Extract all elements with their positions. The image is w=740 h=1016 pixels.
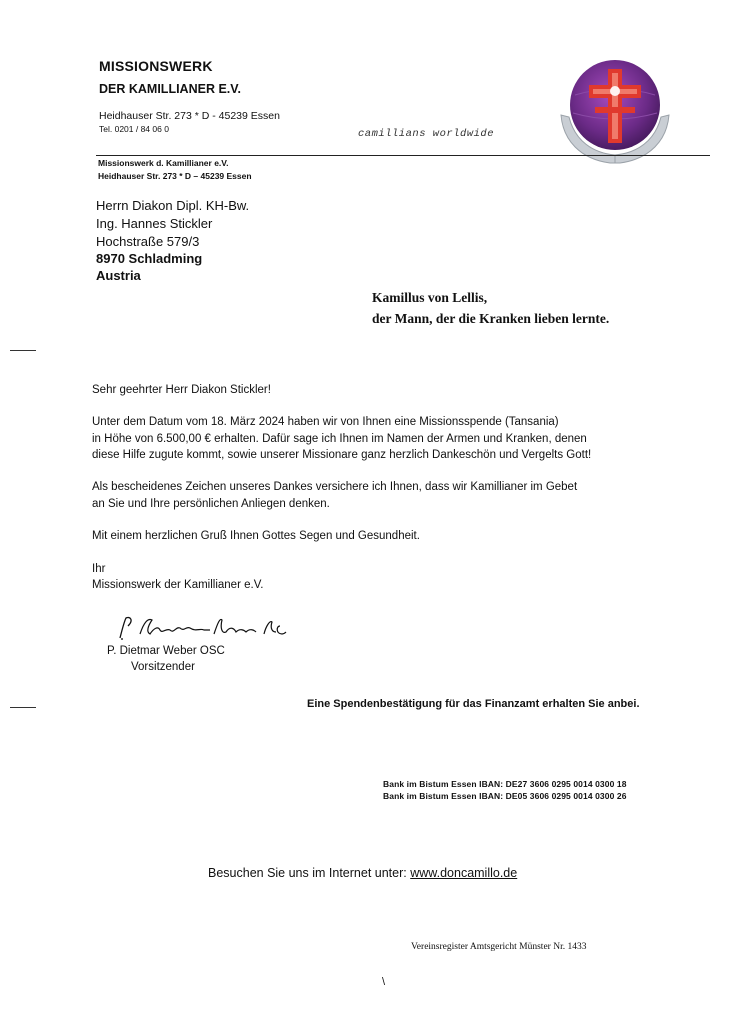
org-subtitle: DER KAMILLIANER E.V. [99,82,241,96]
closing-line: Ihr [92,563,106,575]
website-link[interactable]: www.doncamillo.de [410,866,518,880]
salutation: Sehr geehrter Herr Diakon Stickler! [92,384,271,396]
register-note: Vereinsregister Amtsgericht Münster Nr. 1433 [411,942,587,952]
fold-mark [10,707,36,708]
recipient-line: Herrn Diakon Dipl. KH-Bw. [96,198,250,213]
bank-line: Bank im Bistum Essen IBAN: DE05 3606 0295 0014 0300 26 [383,791,627,801]
recipient-line: Austria [96,268,141,283]
camillian-cross-logo-icon [555,55,675,170]
letter-paragraph: Mit einem herzlichen Gruß Ihnen Gottes Segen und Gesundheit. [92,530,420,542]
org-address: Heidhauser Str. 273 * D - 45239 Essen [99,110,280,122]
signatory-role: Vorsitzender [131,661,195,673]
closing-line: Missionswerk der Kamillianer e.V. [92,579,264,591]
org-name: MISSIONSWERK [99,58,213,74]
org-phone: Tel. 0201 / 84 06 0 [99,124,169,134]
motto-line: Kamillus von Lellis, [372,290,488,305]
recipient-line: Ing. Hannes Stickler [96,216,213,231]
tagline: camillians worldwide [358,128,495,140]
motto-line: der Mann, der die Kranken lieben lernte. [372,311,610,326]
bank-line: Bank im Bistum Essen IBAN: DE27 3606 0295 0014 0300 18 [383,779,627,789]
signatory-name: P. Dietmar Weber OSC [107,645,225,657]
recipient-line: Hochstraße 579/3 [96,234,200,249]
letter-paragraph: Unter dem Datum vom 18. März 2024 haben wir von Ihnen eine Missionsspende (Tansania) in Höhe von 6.500,00 € erhalten. Dafür sage ich Ihnen im Namen der Armen und Kranken, denen diese Hilfe zugute kommt, sowie unserer Missionare ganz herzlich Dankeschön und Vergelts Gott! [92,416,592,461]
return-address-line: Heidhauser Str. 273 * D – 45239 Essen [98,171,252,181]
website-line [208,866,517,880]
header-rule-end [650,155,710,156]
website-prefix: Besuchen Sie uns im Internet unter: [208,866,407,880]
donation-receipt-note: Eine Spendenbestätigung für das Finanzamt erhalten Sie anbei. [307,698,640,710]
handwritten-signature [114,612,294,644]
fold-mark [10,350,36,351]
return-address-line: Missionswerk d. Kamillianer e.V. [98,158,229,168]
scan-mark: \ [382,976,386,988]
header-rule [96,155,652,156]
letter-paragraph: Als bescheidenes Zeichen unseres Dankes versichere ich Ihnen, dass wir Kamillianer im Gebet an Sie und Ihre persönlichen Anliegen denken. [92,481,578,510]
recipient-line: 8970 Schladming [96,251,203,266]
